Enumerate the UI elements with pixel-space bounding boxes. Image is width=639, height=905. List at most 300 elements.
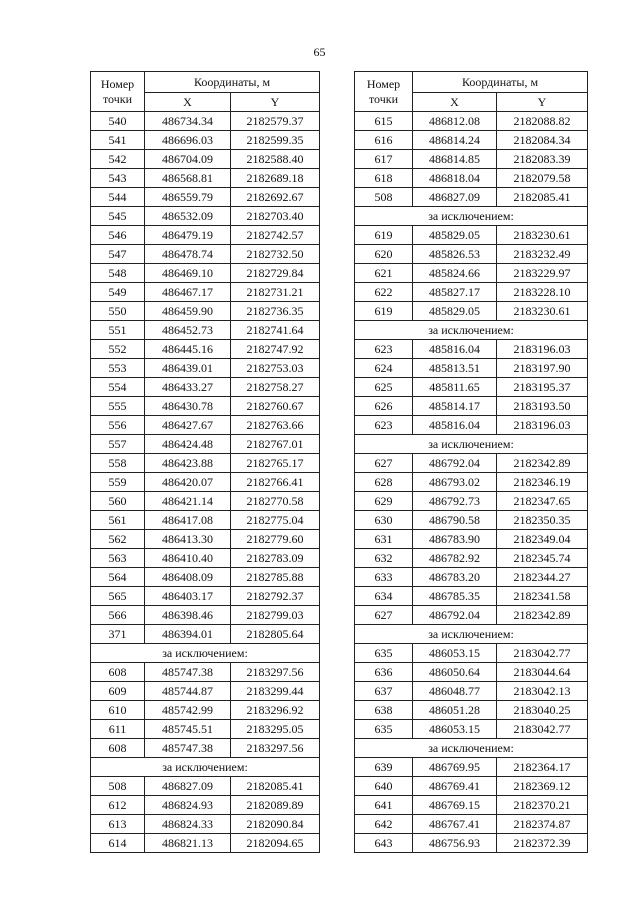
point-number-cell: 616 (355, 131, 413, 150)
x-coordinate-cell: 486421.14 (145, 492, 231, 511)
point-number-cell: 627 (355, 454, 413, 473)
table-row (91, 796, 320, 815)
x-coordinate-cell: 486478.74 (145, 245, 231, 264)
x-coordinate-cell: 486824.33 (145, 815, 231, 834)
y-coordinate-cell: 2182729.84 (231, 264, 320, 283)
x-coordinate-cell: 486769.95 (413, 758, 497, 777)
y-coordinate-cell: 2182767.01 (231, 435, 320, 454)
x-coordinate-cell: 485745.51 (145, 720, 231, 739)
point-number-cell: 540 (91, 112, 145, 131)
x-coordinate-cell: 486824.93 (145, 796, 231, 815)
x-coordinate-cell: 486427.67 (145, 416, 231, 435)
point-number-cell: 543 (91, 169, 145, 188)
table-row (91, 340, 320, 359)
y-coordinate-cell: 2182799.03 (231, 606, 320, 625)
x-coordinate-cell: 486423.88 (145, 454, 231, 473)
x-coordinate-cell: 485826.53 (413, 245, 497, 264)
table-row (91, 435, 320, 454)
point-number-cell: 555 (91, 397, 145, 416)
y-coordinate-cell: 2183296.92 (231, 701, 320, 720)
point-number-cell: 564 (91, 568, 145, 587)
point-number-header-line2: точки (102, 91, 133, 106)
point-number-cell: 630 (355, 511, 413, 530)
point-number-cell: 614 (91, 834, 145, 853)
x-coordinate-cell: 485742.99 (145, 701, 231, 720)
point-number-cell: 627 (355, 606, 413, 625)
point-number-cell: 638 (355, 701, 413, 720)
table-row (91, 131, 320, 150)
y-coordinate-cell: 2183229.97 (497, 264, 588, 283)
table-row (91, 701, 320, 720)
point-number-cell: 548 (91, 264, 145, 283)
y-coordinate-cell: 2182805.64 (231, 625, 320, 644)
point-number-cell: 635 (355, 720, 413, 739)
point-number-cell: 640 (355, 777, 413, 796)
table-row (355, 454, 588, 473)
point-number-cell: 547 (91, 245, 145, 264)
y-coordinate-cell: 2182349.04 (497, 530, 588, 549)
x-coordinate-cell: 486827.09 (145, 777, 231, 796)
y-coordinate-cell: 2182703.40 (231, 207, 320, 226)
x-coordinate-cell: 486782.92 (413, 549, 497, 568)
x-coordinate-cell: 486408.09 (145, 568, 231, 587)
point-number-cell: 554 (91, 378, 145, 397)
x-coordinate-cell: 486410.40 (145, 549, 231, 568)
x-coordinate-cell: 486051.28 (413, 701, 497, 720)
table-row (355, 549, 588, 568)
point-number-cell: 620 (355, 245, 413, 264)
point-number-header-line1: Номер (100, 76, 135, 91)
x-coordinate-cell: 486756.93 (413, 834, 497, 853)
point-number-cell: 611 (91, 720, 145, 739)
table-row (91, 302, 320, 321)
point-number-cell: 639 (355, 758, 413, 777)
y-coordinate-cell: 2183196.03 (497, 416, 588, 435)
x-coordinate-cell: 486479.19 (145, 226, 231, 245)
exclusion-separator-row (91, 644, 320, 663)
table-row (355, 264, 588, 283)
table-row (355, 473, 588, 492)
x-coordinate-cell: 486769.41 (413, 777, 497, 796)
table-row (355, 606, 588, 625)
x-coordinate-cell: 486704.09 (145, 150, 231, 169)
y-coordinate-cell: 2182692.67 (231, 188, 320, 207)
point-number-cell: 552 (91, 340, 145, 359)
y-coordinate-cell: 2182775.04 (231, 511, 320, 530)
y-coordinate-cell: 2182089.89 (231, 796, 320, 815)
x-coordinate-cell: 486050.64 (413, 663, 497, 682)
point-number-cell: 371 (91, 625, 145, 644)
table-row (355, 188, 588, 207)
x-coordinate-cell: 486767.41 (413, 815, 497, 834)
y-coordinate-cell: 2182344.27 (497, 568, 588, 587)
x-coordinate-cell: 485813.51 (413, 359, 497, 378)
x-coordinate-cell: 486452.73 (145, 321, 231, 340)
y-coordinate-cell: 2182766.41 (231, 473, 320, 492)
table-row (355, 644, 588, 663)
table-row (355, 701, 588, 720)
point-number-cell: 621 (355, 264, 413, 283)
table-row (91, 606, 320, 625)
point-number-cell: 635 (355, 644, 413, 663)
table-row (355, 169, 588, 188)
x-coordinate-cell: 486413.30 (145, 530, 231, 549)
y-coordinate-cell: 2182350.35 (497, 511, 588, 530)
point-number-cell: 636 (355, 663, 413, 682)
x-coordinate-cell: 486821.13 (145, 834, 231, 853)
x-coordinate-cell: 486785.35 (413, 587, 497, 606)
table-row (91, 492, 320, 511)
point-number-cell: 633 (355, 568, 413, 587)
x-coordinate-cell: 485829.05 (413, 226, 497, 245)
table-row (355, 587, 588, 606)
table-row (355, 245, 588, 264)
table-row (91, 226, 320, 245)
y-coordinate-cell: 2183193.50 (497, 397, 588, 416)
table-row (355, 378, 588, 397)
point-number-cell: 643 (355, 834, 413, 853)
x-coordinate-cell: 486445.16 (145, 340, 231, 359)
y-coordinate-cell: 2183040.25 (497, 701, 588, 720)
exclusion-label: за исключением: (355, 435, 588, 454)
y-coordinate-cell: 2182742.57 (231, 226, 320, 245)
y-coordinate-cell: 2182094.65 (231, 834, 320, 853)
table-row (91, 188, 320, 207)
exclusion-separator-row (355, 321, 588, 340)
point-number-cell: 551 (91, 321, 145, 340)
point-number-cell: 550 (91, 302, 145, 321)
x-coordinate-cell: 486469.10 (145, 264, 231, 283)
y-coordinate-cell: 2182731.21 (231, 283, 320, 302)
point-number-cell: 609 (91, 682, 145, 701)
table-row (91, 321, 320, 340)
page-number: 65 (313, 45, 326, 59)
table-row (355, 834, 588, 853)
point-number-cell: 558 (91, 454, 145, 473)
x-coordinate-cell: 486403.17 (145, 587, 231, 606)
y-coordinate-cell: 2182579.37 (231, 112, 320, 131)
table-row (91, 169, 320, 188)
x-coordinate-cell: 486532.09 (145, 207, 231, 226)
point-number-cell: 561 (91, 511, 145, 530)
table-row (91, 625, 320, 644)
table-row (91, 454, 320, 473)
x-coordinate-cell: 486793.02 (413, 473, 497, 492)
y-coordinate-cell: 2182347.65 (497, 492, 588, 511)
table-row (355, 568, 588, 587)
y-coordinate-cell: 2182372.39 (497, 834, 588, 853)
x-coordinate-cell: 486812.08 (413, 112, 497, 131)
x-coordinate-cell: 485827.17 (413, 283, 497, 302)
x-coordinate-cell: 485811.65 (413, 378, 497, 397)
table-row (355, 359, 588, 378)
y-coordinate-cell: 2182760.67 (231, 397, 320, 416)
point-number-cell: 562 (91, 530, 145, 549)
table-row (355, 720, 588, 739)
exclusion-separator-row (355, 739, 588, 758)
point-number-cell: 541 (91, 131, 145, 150)
table-row (355, 758, 588, 777)
y-coordinate-cell: 2183299.44 (231, 682, 320, 701)
y-coordinate-cell: 2182792.37 (231, 587, 320, 606)
x-coordinate-cell: 486417.08 (145, 511, 231, 530)
x-coordinate-cell: 485747.38 (145, 663, 231, 682)
x-coordinate-cell: 486568.81 (145, 169, 231, 188)
exclusion-separator-row (355, 625, 588, 644)
point-number-cell: 632 (355, 549, 413, 568)
point-number-cell: 559 (91, 473, 145, 492)
exclusion-separator-row (91, 758, 320, 777)
x-coordinate-cell: 486792.04 (413, 454, 497, 473)
y-coordinate-cell: 2183230.61 (497, 226, 588, 245)
point-number-cell: 542 (91, 150, 145, 169)
y-coordinate-cell: 2183295.05 (231, 720, 320, 739)
x-coordinate-cell: 486433.27 (145, 378, 231, 397)
point-number-cell: 608 (91, 739, 145, 758)
y-column-header: Y (231, 93, 320, 112)
point-number-cell: 566 (91, 606, 145, 625)
y-coordinate-cell: 2183042.77 (497, 644, 588, 663)
x-coordinate-cell: 486439.01 (145, 359, 231, 378)
y-coordinate-cell: 2182783.09 (231, 549, 320, 568)
point-number-cell: 556 (91, 416, 145, 435)
y-coordinate-cell: 2182753.03 (231, 359, 320, 378)
y-coordinate-cell: 2182364.17 (497, 758, 588, 777)
table-row (355, 397, 588, 416)
y-coordinate-cell: 2182085.41 (231, 777, 320, 796)
point-number-cell: 641 (355, 796, 413, 815)
y-coordinate-cell: 2183195.37 (497, 378, 588, 397)
y-coordinate-cell: 2182588.40 (231, 150, 320, 169)
y-coordinate-cell: 2182342.89 (497, 454, 588, 473)
table-row (91, 473, 320, 492)
table-row (91, 359, 320, 378)
table-row (91, 150, 320, 169)
table-row (91, 777, 320, 796)
table-row (91, 264, 320, 283)
x-coordinate-cell: 486424.48 (145, 435, 231, 454)
y-coordinate-cell: 2182736.35 (231, 302, 320, 321)
x-coordinate-cell: 485824.66 (413, 264, 497, 283)
x-coordinate-cell: 485744.87 (145, 682, 231, 701)
y-coordinate-cell: 2183228.10 (497, 283, 588, 302)
point-number-cell: 563 (91, 549, 145, 568)
coordinates-header: Координаты, м (413, 72, 588, 93)
x-coordinate-cell: 486783.90 (413, 530, 497, 549)
table-row (91, 568, 320, 587)
y-coordinate-cell: 2182732.50 (231, 245, 320, 264)
y-coordinate-cell: 2182370.21 (497, 796, 588, 815)
y-coordinate-cell: 2182785.88 (231, 568, 320, 587)
x-coordinate-cell: 486790.58 (413, 511, 497, 530)
y-coordinate-cell: 2183297.56 (231, 739, 320, 758)
x-coordinate-cell: 486792.04 (413, 606, 497, 625)
x-coordinate-cell: 486769.15 (413, 796, 497, 815)
y-coordinate-cell: 2182341.58 (497, 587, 588, 606)
point-number-cell: 634 (355, 587, 413, 606)
point-number-cell: 619 (355, 302, 413, 321)
point-number-cell: 565 (91, 587, 145, 606)
y-coordinate-cell: 2182342.89 (497, 606, 588, 625)
coordinates-header: Координаты, м (145, 72, 320, 93)
x-coordinate-cell: 485814.17 (413, 397, 497, 416)
table-row (91, 283, 320, 302)
y-coordinate-cell: 2183042.13 (497, 682, 588, 701)
coordinates-table-right (354, 71, 588, 853)
table-row (355, 131, 588, 150)
point-number-cell: 615 (355, 112, 413, 131)
point-number-cell: 625 (355, 378, 413, 397)
point-number-cell: 631 (355, 530, 413, 549)
table-row (91, 511, 320, 530)
point-number-cell: 560 (91, 492, 145, 511)
x-coordinate-cell: 486459.90 (145, 302, 231, 321)
x-coordinate-cell: 486814.24 (413, 131, 497, 150)
y-coordinate-cell: 2183297.56 (231, 663, 320, 682)
x-coordinate-cell: 486792.73 (413, 492, 497, 511)
x-coordinate-cell: 486420.07 (145, 473, 231, 492)
y-coordinate-cell: 2182599.35 (231, 131, 320, 150)
x-coordinate-cell: 486398.46 (145, 606, 231, 625)
point-number-cell: 623 (355, 340, 413, 359)
x-coordinate-cell: 486818.04 (413, 169, 497, 188)
table-row (355, 796, 588, 815)
table-row (355, 416, 588, 435)
exclusion-label: за исключением: (91, 644, 320, 663)
point-number-cell: 608 (91, 663, 145, 682)
y-coordinate-cell: 2182083.39 (497, 150, 588, 169)
x-coordinate-cell: 486467.17 (145, 283, 231, 302)
x-coordinate-cell: 486053.15 (413, 644, 497, 663)
x-coordinate-cell: 486734.34 (145, 112, 231, 131)
y-coordinate-cell: 2182369.12 (497, 777, 588, 796)
table-row (91, 397, 320, 416)
table-row (91, 207, 320, 226)
y-coordinate-cell: 2182374.87 (497, 815, 588, 834)
table-row (91, 549, 320, 568)
table-row (91, 663, 320, 682)
table-row (355, 777, 588, 796)
x-coordinate-cell: 486559.79 (145, 188, 231, 207)
point-number-cell: 508 (355, 188, 413, 207)
x-coordinate-cell: 486048.77 (413, 682, 497, 701)
table-row (91, 815, 320, 834)
table-row (91, 834, 320, 853)
table-row (91, 720, 320, 739)
table-row (91, 112, 320, 131)
point-number-header-line2: точки (368, 91, 399, 106)
point-number-cell: 637 (355, 682, 413, 701)
point-number-cell: 626 (355, 397, 413, 416)
point-number-header (355, 72, 413, 112)
x-coordinate-cell: 485816.04 (413, 340, 497, 359)
table-row (91, 378, 320, 397)
table-row (355, 492, 588, 511)
y-coordinate-cell: 2183232.49 (497, 245, 588, 264)
table-row (355, 511, 588, 530)
y-coordinate-cell: 2182689.18 (231, 169, 320, 188)
y-coordinate-cell: 2182758.27 (231, 378, 320, 397)
table-row (355, 530, 588, 549)
x-coordinate-cell: 486827.09 (413, 188, 497, 207)
y-coordinate-cell: 2182084.34 (497, 131, 588, 150)
point-number-cell: 618 (355, 169, 413, 188)
point-number-cell: 629 (355, 492, 413, 511)
point-number-cell: 545 (91, 207, 145, 226)
y-coordinate-cell: 2183196.03 (497, 340, 588, 359)
coordinates-table-left (90, 71, 320, 853)
y-coordinate-cell: 2182085.41 (497, 188, 588, 207)
y-coordinate-cell: 2183197.90 (497, 359, 588, 378)
point-number-cell: 642 (355, 815, 413, 834)
table-row (355, 340, 588, 359)
x-coordinate-cell: 485829.05 (413, 302, 497, 321)
x-coordinate-cell: 486783.20 (413, 568, 497, 587)
y-coordinate-cell: 2183044.64 (497, 663, 588, 682)
table-row (91, 530, 320, 549)
x-coordinate-cell: 486814.85 (413, 150, 497, 169)
x-coordinate-cell: 485816.04 (413, 416, 497, 435)
point-number-cell: 546 (91, 226, 145, 245)
table-row (355, 226, 588, 245)
x-coordinate-cell: 486053.15 (413, 720, 497, 739)
table-row (355, 302, 588, 321)
y-coordinate-cell: 2183230.61 (497, 302, 588, 321)
point-number-header-line1: Номер (366, 76, 401, 91)
y-coordinate-cell: 2182747.92 (231, 340, 320, 359)
y-coordinate-cell: 2183042.77 (497, 720, 588, 739)
y-coordinate-cell: 2182088.82 (497, 112, 588, 131)
point-number-cell: 619 (355, 226, 413, 245)
point-number-cell: 628 (355, 473, 413, 492)
exclusion-label: за исключением: (355, 739, 588, 758)
table-row (355, 815, 588, 834)
x-coordinate-cell: 486696.03 (145, 131, 231, 150)
table-row (91, 416, 320, 435)
x-column-header: X (145, 93, 231, 112)
point-number-cell: 613 (91, 815, 145, 834)
exclusion-label: за исключением: (91, 758, 320, 777)
point-number-cell: 544 (91, 188, 145, 207)
table-row (91, 587, 320, 606)
point-number-cell: 610 (91, 701, 145, 720)
x-coordinate-cell: 485747.38 (145, 739, 231, 758)
table-row (91, 245, 320, 264)
exclusion-label: за исключением: (355, 321, 588, 340)
y-coordinate-cell: 2182770.58 (231, 492, 320, 511)
table-row (355, 112, 588, 131)
point-number-cell: 553 (91, 359, 145, 378)
point-number-cell: 617 (355, 150, 413, 169)
x-column-header: X (413, 93, 497, 112)
y-coordinate-cell: 2182345.74 (497, 549, 588, 568)
exclusion-separator-row (355, 207, 588, 226)
x-coordinate-cell: 486430.78 (145, 397, 231, 416)
x-coordinate-cell: 486394.01 (145, 625, 231, 644)
exclusion-label: за исключением: (355, 625, 588, 644)
exclusion-separator-row (355, 435, 588, 454)
exclusion-label: за исключением: (355, 207, 588, 226)
table-row (355, 682, 588, 701)
point-number-cell: 622 (355, 283, 413, 302)
y-column-header: Y (497, 93, 588, 112)
table-row (91, 739, 320, 758)
point-number-cell: 612 (91, 796, 145, 815)
y-coordinate-cell: 2182765.17 (231, 454, 320, 473)
table-row (355, 150, 588, 169)
y-coordinate-cell: 2182346.19 (497, 473, 588, 492)
table-row (91, 682, 320, 701)
